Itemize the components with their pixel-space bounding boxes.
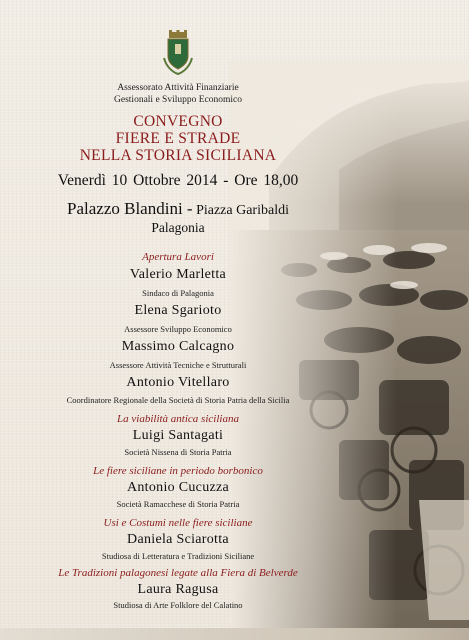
organizer-line-1: Assessorato Attività Finanziarie: [117, 83, 239, 93]
speaker-role: Coordinatore Regionale della Società di Storia Patria della Sicilia: [66, 395, 290, 405]
event-title-line-1: FIERE E STRADE: [115, 130, 241, 147]
speaker-name: Antonio Vitellaro: [126, 375, 230, 390]
speaker-role: Sindaco di Palagonia: [142, 288, 214, 298]
speaker-name: Laura Ragusa: [137, 582, 219, 597]
event-venue: [30, 199, 326, 219]
section-heading: La viabilità antica siciliana: [117, 413, 239, 425]
speaker-name: Antonio Cucuzza: [126, 480, 230, 495]
venue-name: Palazzo Blandini -: [67, 199, 193, 218]
speaker-name: Luigi Santagati: [132, 428, 224, 443]
speaker-role: Assessore Sviluppo Economico: [124, 324, 232, 334]
speaker-name: Elena Sgarioto: [134, 303, 222, 318]
event-type: CONVEGNO: [133, 113, 223, 130]
speaker-name: Daniela Sciarotta: [127, 532, 229, 547]
speaker-role: Studiosa di Arte Folklore del Calatino: [113, 600, 243, 610]
speaker-role: Società Nissena di Storia Patria: [124, 447, 232, 457]
organizer-line-2: Gestionali e Sviluppo Economico: [114, 95, 242, 105]
speaker-role: Società Ramacchese di Storia Patria: [116, 499, 240, 509]
speaker-role: Assessore Attività Tecniche e Strutturali: [109, 360, 247, 370]
venue-square: Piazza Garibaldi: [192, 203, 289, 218]
event-date-time: Venerdì 10 Ottobre 2014 - Ore 18,00: [57, 172, 299, 189]
speaker-name: Valerio Marletta: [129, 267, 227, 282]
section-heading: Le Tradizioni palagonesi legate alla Fiera di Belverde: [58, 567, 298, 579]
section-heading: Apertura Lavori: [142, 251, 214, 263]
speaker-name: Massimo Calcagno: [121, 339, 235, 354]
event-city: Palagonia: [151, 220, 205, 235]
section-heading: Le fiere siciliane in periodo borbonico: [93, 465, 263, 477]
section-heading: Usi e Costumi nelle fiere siciliane: [103, 517, 253, 529]
municipal-crest-icon: [160, 30, 196, 76]
speaker-role: Studiosa di Letteratura e Tradizioni Siciliane: [101, 551, 255, 561]
event-title-line-2: NELLA STORIA SICILIANA: [79, 147, 277, 164]
